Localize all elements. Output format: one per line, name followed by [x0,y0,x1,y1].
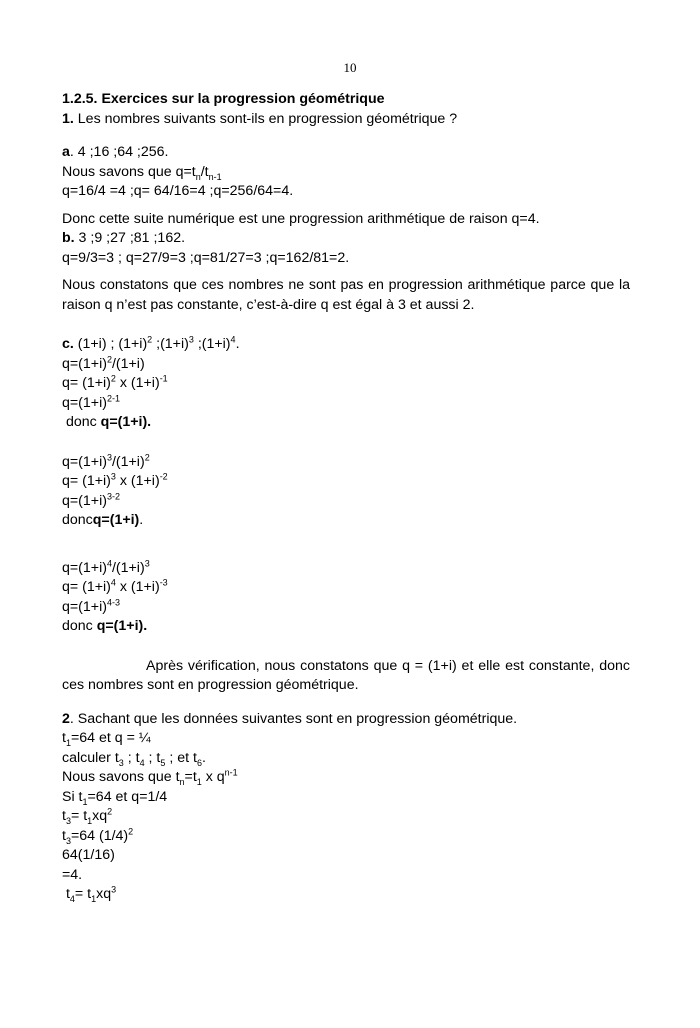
q2-t3-formula: $t_3= t_1xq^2$ [62,806,113,826]
question-1: 1. Les nombres suivants sont-ils en progression géométrique ? [62,110,458,127]
c2-step1: $q=(1+i)^3/(1+i)^2$ [62,451,150,470]
q2-t4-formula: $t_4= t_1xq^3$ [62,884,117,904]
exercise-a-formula: Nous savons que $q=t_n/t_{n-1}$ [62,163,222,182]
q2-t3-result: =4. [62,866,83,883]
q2-t3-calc: 64(1/16) [62,847,115,863]
q2-t3-subst: $t_3=64$ $(1/4)^2$ [62,825,134,846]
exercise-b-conclusion: Nous constatons que ces nombres ne sont pas en progression arithmétique parce que la raison q n’est pas constante, c’est-à-dire q est égal à 3 et aussi 2. [62,277,630,313]
c2-step3: $q=(1+i)^{3-2}$ [62,490,120,509]
q2-given: $t_1=64$ et q = ¼ [62,730,151,748]
c2-step2: $q= (1+i)^3$ x $(1+i)^{-2}$ [62,471,168,489]
question-2: 2. Sachant que les données suivantes sont en progression géométrique. [62,710,518,727]
c2-result: doncq=(1+i). [62,512,144,528]
q2-given-again: Si $t_1=64$ et q=1/4 [62,788,168,807]
c1-step1: $q=(1+i)^2/(1+i)$ [62,353,145,372]
c1-step2: $q= (1+i)^2$ x $(1+i)^{-1}$ [62,373,168,391]
exercise-c-sequence: c. (1+i) ; $(1+i)^2$ $;(1+i)^3$ $;(1+i)^4$. [62,334,240,352]
q2-calculate: calculer $t_3$ ; $t_4$ ; $t_5$ ; et $t_6$. [62,749,206,768]
c1-result: donc q=(1+i). [62,414,152,430]
page-number: 10 [343,60,357,75]
c3-step1: $q=(1+i)^4/(1+i)^3$ [62,557,150,576]
exercise-b-sequence: b. 3 ;9 ;27 ;81 ;162. [62,230,186,246]
c1-step3: $q=(1+i)^{2-1}$ [62,392,120,411]
verification-paragraph: Après vérification, nous constatons que q = (1+i) et elle est constante, donc ces nombres sont en progression géométrique. [62,657,630,693]
c3-step3: $q=(1+i)^{4-3}$ [62,596,120,615]
exercise-a-conclusion: Donc cette suite numérique est une progression arithmétique de raison q=4. [62,210,540,227]
c3-result: donc q=(1+i). [62,618,148,634]
exercise-b-calc: q=9/3=3 ; q=27/9=3 ;q=81/27=3 ;q=162/81=2. [62,249,350,266]
section-heading: 1.2.5. Exercices sur la progression géométrique [62,91,385,107]
c3-step2: $q= (1+i)^4$ x $(1+i)^{-3}$ [62,577,168,595]
exercise-a-calc: q=16/4 =4 ;q= 64/16=4 ;q=256/64=4. [62,183,294,199]
q2-formula: Nous savons que $t_n=t_1$ x $q^{n-1}$ [62,767,238,787]
document-body [62,90,630,905]
exercise-a-sequence: a. 4 ;16 ;64 ;256. [62,144,169,160]
